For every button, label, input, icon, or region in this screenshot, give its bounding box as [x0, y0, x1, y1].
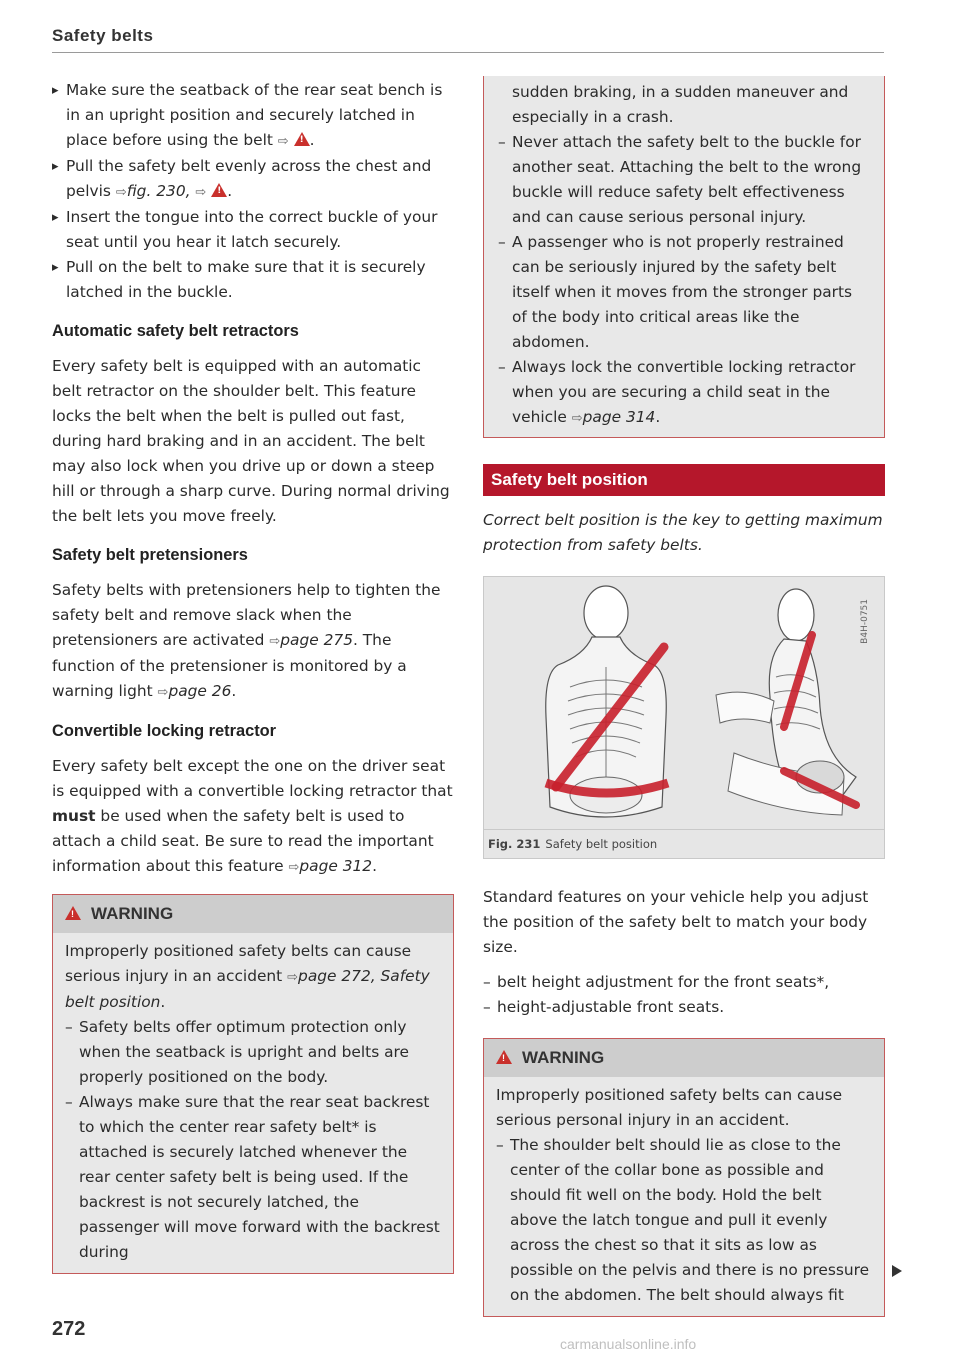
- bullet-seatback: ▸ Make sure the seatback of the rear seat bench is in an upright position and securely latched in place before using the belt ⇨ ! .: [52, 78, 454, 154]
- warning-box-body: [484, 1077, 884, 1316]
- arrow-ref-icon: ⇨: [195, 185, 207, 200]
- list-item: – belt height adjustment for the front seats*,: [483, 970, 885, 995]
- warning-box-body: [53, 933, 453, 1273]
- arrow-ref-icon: ⇨: [287, 970, 299, 985]
- left-column: [52, 78, 454, 1274]
- warning-icon: [211, 183, 227, 197]
- bullet-pull-belt: ▸ Pull on the belt to make sure that it is securely latched in the buckle.: [52, 255, 454, 305]
- warning-intro: Improperly positioned safety belts can cause serious injury in an accident ⇨page 272, Safety belt position.: [65, 942, 430, 1011]
- page-314-link[interactable]: page 314: [582, 408, 656, 426]
- page-272-link[interactable]: page 272, Safety belt position: [65, 967, 430, 1011]
- figure-label: Fig. 231: [488, 837, 541, 851]
- warning-continued-lead: sudden braking, in a sudden maneuver and especially in a crash.: [512, 83, 849, 126]
- watermark: carmanualsonline.info: [560, 1336, 697, 1352]
- belt-illustration: [484, 577, 884, 829]
- warning-box-right: [483, 1038, 885, 1317]
- list-item: – height-adjustable front seats.: [483, 995, 885, 1020]
- warning-box-header: !WARNING: [484, 1039, 884, 1077]
- heading-retractors: Automatic safety belt retractors: [52, 322, 299, 340]
- para-retractors: Every safety belt is equipped with an automatic belt retractor on the shoulder belt. This feature locks the belt when the belt is pulled out fast, during hard braking and in an accident. The belt may also lock when you drive up or down a steep hill or through a sharp curve. During normal driving the belt lets you move freely.: [52, 357, 450, 525]
- para-pretensioners: Safety belts with pretensioners help to tighten the safety belt and remove slack when the pretensioners are activated ⇨page 275. The function of the pretensioner is monitored by a warning light ⇨page 26.: [52, 581, 441, 700]
- warning-item: – The shoulder belt should lie as close to the center of the collar bone as possible and should fit well on the body. Hold the belt above the latch tongue and pull it evenly across the chest so that it sits as low as possible on the pelvis and there is no pressure on the abdomen. The belt should always fit: [496, 1133, 872, 1308]
- arrow-ref-icon: ⇨: [288, 860, 300, 875]
- section-intro: Correct belt position is the key to getting maximum protection from safety belts.: [483, 511, 883, 554]
- side-torso-illustration: [716, 589, 856, 815]
- warning-intro: Improperly positioned safety belts can cause serious personal injury in an accident.: [496, 1086, 843, 1129]
- arrow-ref-icon: ⇨: [571, 411, 583, 426]
- bullet-insert-tongue: ▸ Insert the tongue into the correct buckle of your seat until you hear it latch securely.: [52, 205, 454, 255]
- continue-arrow-icon: [892, 1265, 902, 1277]
- bullet-pull-evenly: ▸ Pull the safety belt evenly across the chest and pelvis ⇨fig. 230, ⇨ ! .: [52, 154, 454, 205]
- figure-belt-position: [483, 576, 885, 830]
- must-emphasis: must: [52, 807, 96, 825]
- page-26-link[interactable]: page 26: [168, 682, 232, 700]
- arrow-ref-icon: ⇨: [269, 634, 281, 649]
- para-standard-features: Standard features on your vehicle help you adjust the position of the safety belt to match your body size.: [483, 888, 869, 956]
- arrow-ref-icon: ⇨: [157, 685, 169, 700]
- arrow-ref-icon: ⇨: [277, 134, 289, 149]
- header-rule: [52, 52, 884, 53]
- warning-icon: [294, 132, 310, 146]
- warning-item: – Always make sure that the rear seat backrest to which the center rear safety belt* is attached is securely latched whenever the rear center safety belt is being used. If the backrest is not securely latched, the passenger will move forward with the backrest during: [65, 1090, 441, 1265]
- arrow-ref-icon: ⇨: [115, 185, 127, 200]
- figure-code: B4H-0751: [860, 599, 870, 644]
- warning-item: – A passenger who is not properly restrained can be seriously injured by the safety belt itself when it moves from the stronger parts of the body into critical areas like the abdomen.: [498, 230, 870, 355]
- heading-pretensioners: Safety belt pretensioners: [52, 546, 248, 564]
- warning-icon: [496, 1050, 512, 1064]
- warning-item: – Never attach the safety belt to the buckle for another seat. Attaching the belt to the wrong buckle will reduce safety belt effectiveness and can cause serious personal injury.: [498, 130, 870, 230]
- page-header-title: Safety belts: [52, 26, 154, 45]
- warning-item: – Always lock the convertible locking retractor when you are securing a child seat in the vehicle ⇨page 314.: [498, 355, 870, 431]
- page-275-link[interactable]: page 275: [280, 631, 353, 649]
- warning-icon: [65, 906, 81, 920]
- para-locking-retractor: Every safety belt except the one on the driver seat is equipped with a convertible locking retractor that must be used when the safety belt is used to attach a child seat. Be sure to read the important information about this feature ⇨page 312.: [52, 757, 453, 875]
- right-column: [483, 78, 885, 1317]
- fig-230-link[interactable]: fig. 230,: [126, 182, 191, 200]
- figure-caption: Fig. 231 Safety belt position: [483, 830, 885, 859]
- page-312-link[interactable]: page 312: [299, 857, 373, 875]
- section-banner: Safety belt position: [483, 464, 885, 496]
- warning-box-left: [52, 894, 454, 1274]
- front-torso-illustration: [546, 586, 668, 817]
- warning-item: – Safety belts offer optimum protection only when the seatback is upright and belts are properly positioned on the body.: [65, 1015, 441, 1090]
- warning-box-header: !WARNING: [53, 895, 453, 933]
- heading-locking-retractor: Convertible locking retractor: [52, 722, 277, 740]
- page-number: 272: [52, 1318, 86, 1340]
- warning-box-continued: [483, 76, 885, 438]
